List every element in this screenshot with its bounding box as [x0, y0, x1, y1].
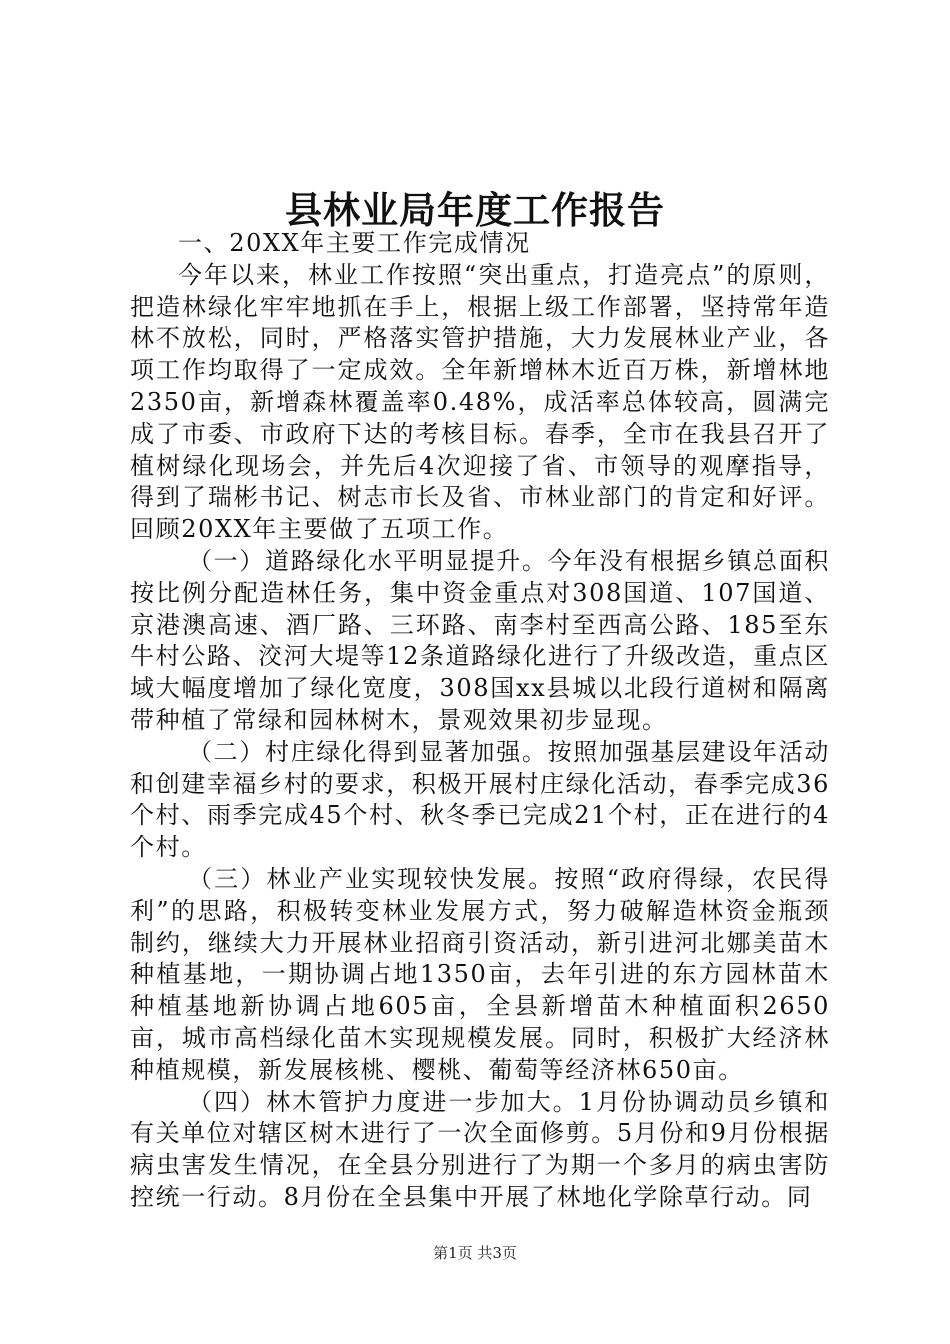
page-number-footer: 第1页 共3页	[433, 1244, 517, 1262]
paragraph-intro: 今年以来，林业工作按照“突出重点，打造亮点”的原则，把造林绿化牢牢地抓在手上，根据上级工作部署，坚持常年造林不放松，同时，严格落实管护措施，大力发展林业产业，各项工作均取得了一定成效。全年新增林木近百万株，新增林地2350亩，新增森林覆盖率0.48%，成活率总体较高，圆满完成了市委、市政府下达的考核目标。春季，全市在我县召开了植树绿化现场会，并先后4次迎接了省、市领导的观摩指导，得到了瑞彬书记、树志市长及省、市林业部门的肯定和好评。回顾20XX年主要做了五项工作。	[130, 260, 830, 544]
paragraph-forest-protection: （四）林木管护力度进一步加大。1月份协调动员乡镇和有关单位对辖区树木进行了一次全面修剪。5月份和9月份根据病虫害发生情况，在全县分别进行了为期一个多月的病虫害防控统一行动。8月份在全县集中开展了林地化学除草行动。同	[130, 1087, 830, 1211]
paragraph-forestry-industry: （三）林业产业实现较快发展。按照“政府得绿，农民得利”的思路，积极转变林业发展方式，努力破解造林资金瓶颈制约，继续大力开展林业招商引资活动，新引进河北娜美苗木种植基地，一期协调占地1350亩，去年引进的东方园林苗木种植基地新协调占地605亩，全县新增苗木种植面积2650亩，城市高档绿化苗木实现规模发展。同时，积极扩大经济林种植规模，新发展核桃、樱桃、葡萄等经济林650亩。	[130, 864, 830, 1084]
document-title: 县林业局年度工作报告	[285, 188, 665, 232]
paragraph-road-greening: （一）道路绿化水平明显提升。今年没有根据乡镇总面积按比例分配造林任务，集中资金重点对308国道、107国道、京港澳高速、酒厂路、三环路、南李村至西高公路、185至东牛村公路、洨河大堤等12条道路绿化进行了升级改造，重点区域大幅度增加了绿化宽度，308国xx县城以北段行道树和隔离带种植了常绿和园林树木，景观效果初步显现。	[130, 546, 830, 734]
section-heading: 一、20XX年主要工作完成情况	[178, 229, 531, 257]
document-body	[130, 228, 830, 1214]
paragraph-village-greening: （二）村庄绿化得到显著加强。按照加强基层建设年活动和创建幸福乡村的要求，积极开展村庄绿化活动，春季完成36个村、雨季完成45个村、秋冬季已完成21个村，正在进行的4个村。	[130, 737, 830, 862]
